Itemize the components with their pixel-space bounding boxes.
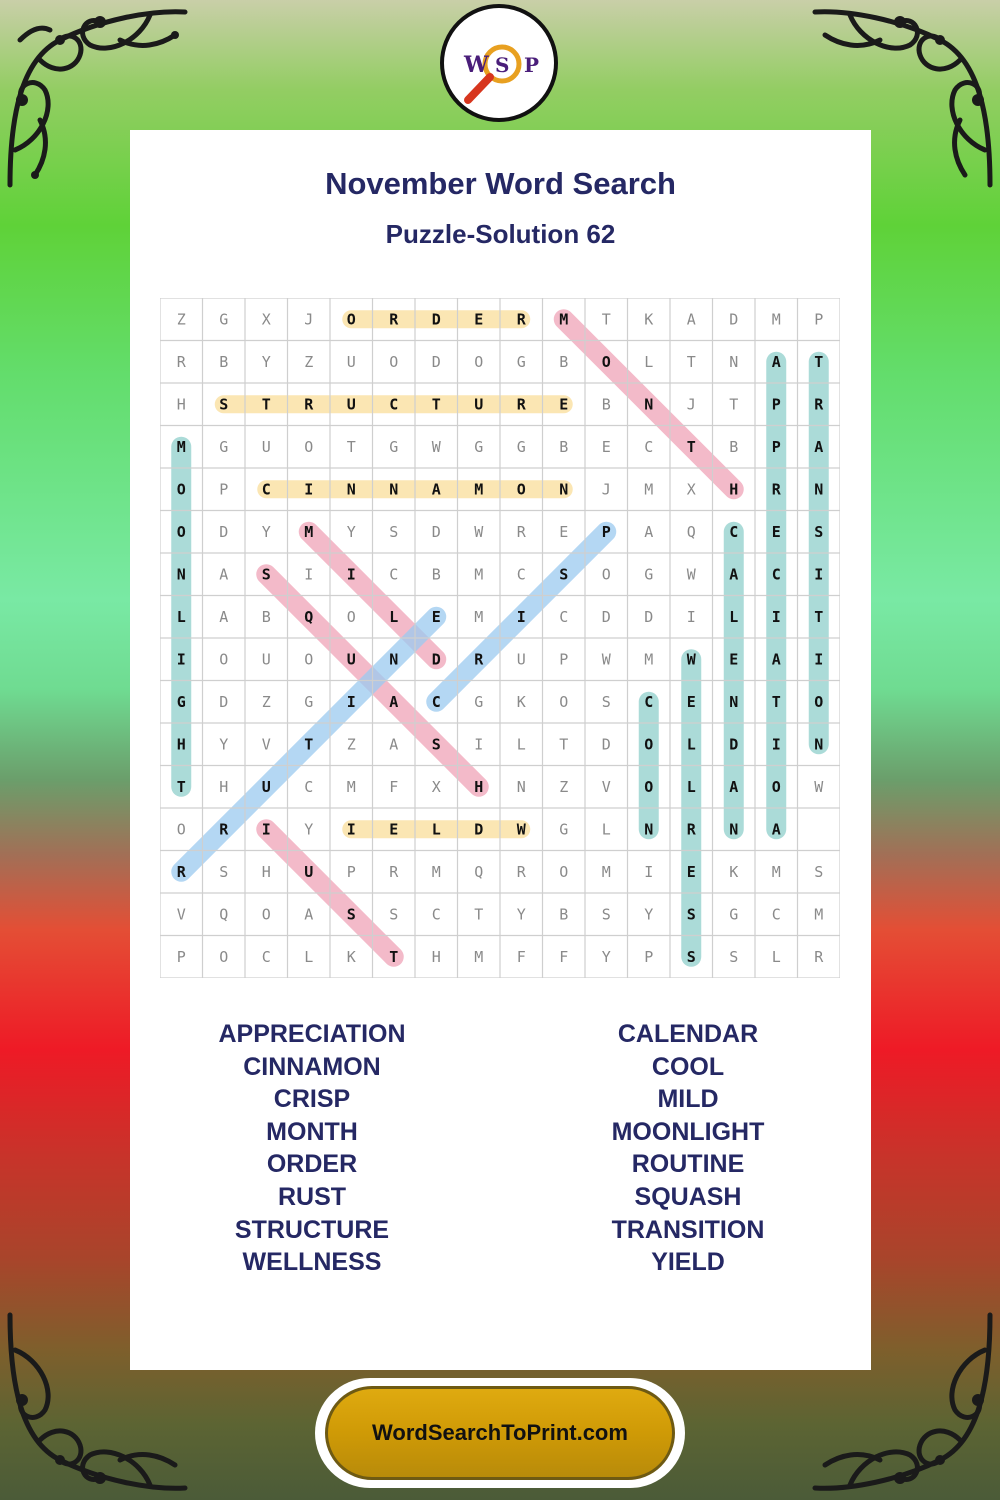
grid-letter[interactable]: T: [601, 310, 611, 329]
grid-letter[interactable]: H: [219, 777, 229, 796]
grid-letter[interactable]: A: [389, 735, 399, 754]
grid-letter[interactable]: C: [431, 692, 441, 711]
grid-letter[interactable]: E: [686, 692, 696, 711]
grid-letter[interactable]: T: [431, 395, 441, 414]
grid-letter[interactable]: G: [516, 352, 526, 371]
grid-letter[interactable]: E: [431, 607, 441, 626]
grid-letter[interactable]: S: [261, 565, 271, 584]
grid-letter[interactable]: M: [771, 310, 781, 329]
grid-letter[interactable]: C: [389, 565, 399, 584]
word-list-item: RUST: [277, 1182, 347, 1211]
grid-letter[interactable]: F: [389, 777, 399, 796]
grid-letter[interactable]: M: [431, 862, 441, 881]
grid-letter[interactable]: O: [346, 607, 356, 626]
grid-letter[interactable]: M: [601, 862, 611, 881]
word-list-item: MOONLIGHT: [611, 1117, 765, 1146]
grid-letter[interactable]: N: [389, 650, 399, 669]
grid-letter[interactable]: S: [559, 565, 569, 584]
grid-letter[interactable]: L: [389, 607, 399, 626]
grid-letter[interactable]: R: [389, 862, 399, 881]
grid-letter[interactable]: C: [261, 947, 271, 966]
grid-letter[interactable]: M: [176, 437, 186, 456]
grid-letter[interactable]: H: [176, 735, 186, 754]
grid-letter[interactable]: M: [346, 777, 356, 796]
grid-letter[interactable]: T: [346, 437, 356, 456]
grid-letter[interactable]: M: [474, 565, 484, 584]
grid-letter[interactable]: W: [431, 437, 441, 456]
grid-letter[interactable]: U: [304, 862, 314, 881]
grid-letter[interactable]: M: [474, 480, 484, 499]
word-list-item: CRISP: [273, 1085, 351, 1114]
grid-letter[interactable]: M: [304, 522, 314, 541]
grid-letter[interactable]: Y: [601, 947, 611, 966]
grid-letter[interactable]: V: [261, 735, 271, 754]
grid-letter[interactable]: Y: [261, 352, 271, 371]
grid-letter[interactable]: G: [474, 437, 484, 456]
word-list-right: [518, 1018, 858, 1279]
grid-letter[interactable]: A: [771, 820, 781, 839]
grid-letter[interactable]: P: [644, 947, 654, 966]
grid-letter[interactable]: L: [729, 607, 739, 626]
grid-letter[interactable]: D: [431, 310, 441, 329]
grid-letter[interactable]: X: [686, 480, 696, 499]
grid-letter[interactable]: P: [346, 862, 356, 881]
grid-letter[interactable]: I: [346, 820, 356, 839]
grid-letter[interactable]: U: [516, 650, 526, 669]
grid-letter[interactable]: C: [431, 905, 441, 924]
grid-letter[interactable]: P: [219, 480, 229, 499]
grid-letter[interactable]: H: [474, 777, 484, 796]
grid-letter[interactable]: D: [601, 607, 611, 626]
grid-letter[interactable]: I: [771, 607, 781, 626]
grid-letter[interactable]: E: [559, 395, 569, 414]
grid-letter[interactable]: R: [516, 310, 526, 329]
grid-letter[interactable]: A: [729, 777, 739, 796]
grid-letter[interactable]: T: [176, 777, 186, 796]
grid-letter[interactable]: C: [771, 905, 781, 924]
grid-letter[interactable]: R: [219, 820, 229, 839]
grid-letter[interactable]: A: [219, 565, 229, 584]
grid-letter[interactable]: R: [771, 480, 781, 499]
grid-letter[interactable]: O: [601, 352, 611, 371]
grid-letter[interactable]: D: [729, 735, 739, 754]
grid-letter[interactable]: H: [261, 862, 271, 881]
grid-letter[interactable]: M: [814, 905, 824, 924]
grid-letter[interactable]: W: [686, 565, 696, 584]
grid-letter[interactable]: R: [176, 352, 186, 371]
grid-letter[interactable]: C: [261, 480, 271, 499]
grid-letter[interactable]: C: [389, 395, 399, 414]
grid-letter[interactable]: I: [304, 480, 314, 499]
grid-letter[interactable]: O: [346, 310, 356, 329]
grid-letter[interactable]: F: [559, 947, 569, 966]
grid-letter[interactable]: N: [516, 777, 526, 796]
grid-letter[interactable]: K: [516, 692, 526, 711]
grid-letter[interactable]: P: [176, 947, 186, 966]
grid-letter[interactable]: N: [729, 820, 739, 839]
grid-letter[interactable]: S: [219, 395, 229, 414]
grid-letter[interactable]: W: [814, 777, 824, 796]
grid-letter[interactable]: N: [644, 820, 654, 839]
grid-letter[interactable]: A: [686, 310, 696, 329]
grid-letter[interactable]: E: [474, 310, 484, 329]
word-list-item: CINNAMON: [243, 1052, 381, 1081]
grid-letter[interactable]: N: [389, 480, 399, 499]
grid-letter[interactable]: S: [686, 947, 696, 966]
grid-letter[interactable]: C: [771, 565, 781, 584]
grid-letter[interactable]: E: [389, 820, 399, 839]
grid-letter[interactable]: R: [814, 947, 824, 966]
grid-letter[interactable]: B: [559, 905, 569, 924]
grid-letter[interactable]: B: [729, 437, 739, 456]
word-list-item: SQUASH: [634, 1182, 742, 1211]
grid-letter[interactable]: S: [686, 905, 696, 924]
grid-letter[interactable]: K: [729, 862, 739, 881]
grid-letter[interactable]: E: [601, 437, 611, 456]
grid-letter[interactable]: R: [474, 650, 484, 669]
grid-letter[interactable]: O: [219, 947, 229, 966]
grid-letter[interactable]: I: [644, 862, 654, 881]
grid-letter[interactable]: S: [601, 905, 611, 924]
grid-letter[interactable]: T: [686, 352, 696, 371]
grid-letter[interactable]: N: [644, 395, 654, 414]
grid-letter[interactable]: M: [559, 310, 569, 329]
grid-letter[interactable]: T: [304, 735, 314, 754]
grid-letter[interactable]: Y: [346, 522, 356, 541]
grid-letter[interactable]: R: [516, 522, 526, 541]
grid-letter[interactable]: A: [389, 692, 399, 711]
grid-letter[interactable]: G: [389, 437, 399, 456]
grid-letter[interactable]: D: [729, 310, 739, 329]
grid-letter[interactable]: T: [814, 352, 824, 371]
grid-letter[interactable]: Y: [261, 522, 271, 541]
grid-letter[interactable]: I: [346, 692, 356, 711]
grid-letter[interactable]: I: [304, 565, 314, 584]
grid-letter[interactable]: S: [346, 905, 356, 924]
grid-letter[interactable]: S: [814, 522, 824, 541]
grid-letter[interactable]: T: [474, 905, 484, 924]
grid-letter[interactable]: P: [771, 395, 781, 414]
grid-letter[interactable]: H: [176, 395, 186, 414]
grid-letter[interactable]: L: [686, 735, 696, 754]
logo-letter-p: P: [524, 53, 540, 77]
grid-letter[interactable]: L: [516, 735, 526, 754]
grid-letter[interactable]: T: [729, 395, 739, 414]
grid-letter[interactable]: I: [686, 607, 696, 626]
grid-letter[interactable]: R: [304, 395, 314, 414]
grid-letter[interactable]: Y: [219, 735, 229, 754]
grid-letter[interactable]: U: [261, 437, 271, 456]
word-list-item: MONTH: [266, 1117, 358, 1146]
grid-letter[interactable]: T: [559, 735, 569, 754]
word-list-item: YIELD: [651, 1248, 725, 1277]
grid-letter[interactable]: Y: [516, 905, 526, 924]
grid-letter[interactable]: R: [516, 862, 526, 881]
grid-letter[interactable]: S: [814, 862, 824, 881]
grid-letter[interactable]: O: [389, 352, 399, 371]
grid-letter[interactable]: V: [176, 905, 186, 924]
logo-letter-w: W: [464, 52, 489, 78]
grid-letter[interactable]: T: [389, 947, 399, 966]
grid-letter[interactable]: F: [516, 947, 526, 966]
grid-letter[interactable]: O: [644, 735, 654, 754]
grid-letter[interactable]: S: [601, 692, 611, 711]
grid-letter[interactable]: B: [219, 352, 229, 371]
grid-letter[interactable]: Q: [304, 607, 314, 626]
grid-letter[interactable]: O: [304, 437, 314, 456]
grid-letter[interactable]: N: [176, 565, 186, 584]
grid-letter[interactable]: L: [686, 777, 696, 796]
grid-letter[interactable]: O: [814, 692, 824, 711]
grid-letter[interactable]: H: [729, 480, 739, 499]
grid-letter[interactable]: T: [686, 437, 696, 456]
website-link-button[interactable]: [325, 1386, 675, 1480]
grid-letter[interactable]: L: [771, 947, 781, 966]
grid-letter[interactable]: C: [644, 437, 654, 456]
grid-letter[interactable]: E: [771, 522, 781, 541]
grid-letter[interactable]: U: [346, 352, 356, 371]
grid-letter[interactable]: T: [814, 607, 824, 626]
word-list-left: [142, 1018, 482, 1279]
grid-letter[interactable]: Q: [474, 862, 484, 881]
grid-letter[interactable]: B: [559, 437, 569, 456]
grid-letter[interactable]: O: [261, 905, 271, 924]
word-list-item: CALENDAR: [617, 1020, 759, 1048]
grid-letter[interactable]: Z: [346, 735, 356, 754]
grid-letter[interactable]: I: [814, 565, 824, 584]
grid-letter[interactable]: N: [814, 735, 824, 754]
grid-letter[interactable]: L: [176, 607, 186, 626]
grid-letter[interactable]: U: [346, 395, 356, 414]
grid-letter[interactable]: D: [601, 735, 611, 754]
logo-letter-s: S: [495, 53, 510, 77]
grid-letter[interactable]: D: [431, 650, 441, 669]
grid-letter[interactable]: L: [304, 947, 314, 966]
grid-letter[interactable]: K: [346, 947, 356, 966]
grid-letter[interactable]: R: [176, 862, 186, 881]
grid-letter[interactable]: O: [601, 565, 611, 584]
grid-letter[interactable]: Q: [219, 905, 229, 924]
grid-letter[interactable]: N: [729, 352, 739, 371]
grid-letter[interactable]: E: [686, 862, 696, 881]
grid-letter[interactable]: J: [601, 480, 611, 499]
grid-letter[interactable]: O: [771, 777, 781, 796]
grid-letter[interactable]: R: [686, 820, 696, 839]
website-link-text: WordSearchToPrint.com: [372, 1420, 628, 1445]
wsp-logo: [440, 4, 558, 122]
grid-letter[interactable]: D: [219, 522, 229, 541]
word-list-item: COOL: [651, 1052, 725, 1081]
word-list-item: WELLNESS: [242, 1248, 382, 1277]
grid-letter[interactable]: I: [771, 735, 781, 754]
word-search-grid: [160, 298, 840, 978]
grid-letter[interactable]: X: [261, 310, 271, 329]
grid-letter[interactable]: Y: [644, 905, 654, 924]
grid-letter[interactable]: A: [771, 352, 781, 371]
grid-letter[interactable]: Z: [176, 310, 186, 329]
grid-letter[interactable]: G: [219, 310, 229, 329]
grid-letter[interactable]: A: [771, 650, 781, 669]
grid-letter[interactable]: O: [219, 650, 229, 669]
grid-letter[interactable]: L: [431, 820, 441, 839]
grid-letter[interactable]: W: [601, 650, 611, 669]
grid-letter[interactable]: Z: [559, 777, 569, 796]
grid-letter[interactable]: C: [516, 565, 526, 584]
grid-letter[interactable]: O: [474, 352, 484, 371]
grid-letter[interactable]: J: [686, 395, 696, 414]
grid-letter[interactable]: N: [729, 692, 739, 711]
grid-letter[interactable]: A: [729, 565, 739, 584]
grid-letter[interactable]: M: [474, 607, 484, 626]
grid-letter[interactable]: N: [814, 480, 824, 499]
word-list-item: APPRECIATION: [218, 1020, 406, 1048]
grid-letter[interactable]: G: [304, 692, 314, 711]
grid-letter[interactable]: G: [729, 905, 739, 924]
word-list-item: MILD: [657, 1085, 719, 1114]
grid-letter[interactable]: P: [814, 310, 824, 329]
grid-letter[interactable]: E: [729, 650, 739, 669]
grid-letter[interactable]: D: [474, 820, 484, 839]
grid-letter[interactable]: W: [686, 650, 696, 669]
word-list-item: ROUTINE: [631, 1150, 745, 1179]
grid-letter[interactable]: M: [644, 480, 654, 499]
word-list-item: ORDER: [266, 1150, 358, 1179]
grid-letter[interactable]: M: [644, 650, 654, 669]
grid-letter[interactable]: E: [559, 522, 569, 541]
grid-letter[interactable]: U: [346, 650, 356, 669]
grid-letter[interactable]: C: [729, 522, 739, 541]
grid-letter[interactable]: D: [219, 692, 229, 711]
grid-letter[interactable]: S: [389, 522, 399, 541]
grid-letter[interactable]: P: [771, 437, 781, 456]
grid-letter[interactable]: Q: [686, 522, 696, 541]
magnifier-icon: [444, 8, 554, 118]
grid-letter[interactable]: D: [431, 522, 441, 541]
grid-letter[interactable]: B: [601, 395, 611, 414]
grid-letter[interactable]: R: [389, 310, 399, 329]
grid-letter[interactable]: O: [304, 650, 314, 669]
grid-letter[interactable]: M: [474, 947, 484, 966]
grid-letter[interactable]: I: [176, 650, 186, 669]
grid-letter[interactable]: C: [304, 777, 314, 796]
grid-letter[interactable]: V: [601, 777, 611, 796]
grid-letter[interactable]: D: [644, 607, 654, 626]
grid-letter[interactable]: J: [304, 310, 314, 329]
page-title: November Word Search: [325, 166, 676, 201]
grid-letter[interactable]: U: [261, 650, 271, 669]
grid-letter[interactable]: G: [474, 692, 484, 711]
grid-letter[interactable]: A: [431, 480, 441, 499]
grid-letter[interactable]: I: [474, 735, 484, 754]
grid-letter[interactable]: C: [644, 692, 654, 711]
grid-letter[interactable]: Z: [304, 352, 314, 371]
grid-letter[interactable]: K: [644, 310, 654, 329]
grid-letter[interactable]: M: [771, 862, 781, 881]
grid-letter[interactable]: S: [431, 735, 441, 754]
grid-letter[interactable]: A: [304, 905, 314, 924]
word-list-item: TRANSITION: [611, 1215, 765, 1244]
grid-letter[interactable]: I: [516, 607, 526, 626]
grid-letter[interactable]: O: [176, 480, 186, 499]
grid-letter[interactable]: R: [814, 395, 824, 414]
grid-letter[interactable]: Y: [304, 820, 314, 839]
grid-letter[interactable]: Z: [261, 692, 271, 711]
footer-pill: [315, 1378, 685, 1488]
grid-letter[interactable]: P: [601, 522, 611, 541]
grid-letter[interactable]: N: [559, 480, 569, 499]
grid-letter[interactable]: O: [516, 480, 526, 499]
grid-letter[interactable]: T: [771, 692, 781, 711]
grid-letter[interactable]: U: [474, 395, 484, 414]
grid-letter[interactable]: I: [346, 565, 356, 584]
grid-letter[interactable]: I: [261, 820, 271, 839]
grid-letter[interactable]: S: [389, 905, 399, 924]
grid-letter[interactable]: O: [644, 777, 654, 796]
grid-letter[interactable]: W: [474, 522, 484, 541]
page-subtitle: Puzzle-Solution 62: [385, 219, 616, 249]
grid-letter[interactable]: B: [261, 607, 271, 626]
grid-letter[interactable]: N: [346, 480, 356, 499]
grid-letter[interactable]: G: [219, 437, 229, 456]
grid-letter[interactable]: D: [431, 352, 441, 371]
grid-letter[interactable]: C: [559, 607, 569, 626]
puzzle-card: [130, 130, 871, 1370]
grid-letter[interactable]: S: [219, 862, 229, 881]
grid-letter[interactable]: P: [559, 650, 569, 669]
grid-letter[interactable]: H: [431, 947, 441, 966]
grid-letter[interactable]: X: [431, 777, 441, 796]
grid-letter[interactable]: O: [559, 692, 569, 711]
grid-letter[interactable]: O: [176, 522, 186, 541]
grid-letter[interactable]: G: [559, 820, 569, 839]
grid-letter[interactable]: B: [559, 352, 569, 371]
grid-letter[interactable]: R: [516, 395, 526, 414]
grid-letter[interactable]: L: [644, 352, 654, 371]
grid-letter[interactable]: G: [644, 565, 654, 584]
grid-svg: [160, 298, 840, 978]
grid-letter[interactable]: U: [261, 777, 271, 796]
grid-letter[interactable]: T: [261, 395, 271, 414]
grid-letter[interactable]: W: [516, 820, 526, 839]
grid-letter[interactable]: B: [431, 565, 441, 584]
grid-letter[interactable]: S: [729, 947, 739, 966]
grid-letter[interactable]: O: [559, 862, 569, 881]
grid-letter[interactable]: A: [644, 522, 654, 541]
grid-letter[interactable]: O: [176, 820, 186, 839]
grid-letter[interactable]: G: [516, 437, 526, 456]
grid-letter[interactable]: I: [814, 650, 824, 669]
grid-letter[interactable]: L: [601, 820, 611, 839]
grid-letter[interactable]: A: [814, 437, 824, 456]
grid-letter[interactable]: A: [219, 607, 229, 626]
word-list-item: STRUCTURE: [234, 1215, 390, 1244]
grid-letter[interactable]: G: [176, 692, 186, 711]
